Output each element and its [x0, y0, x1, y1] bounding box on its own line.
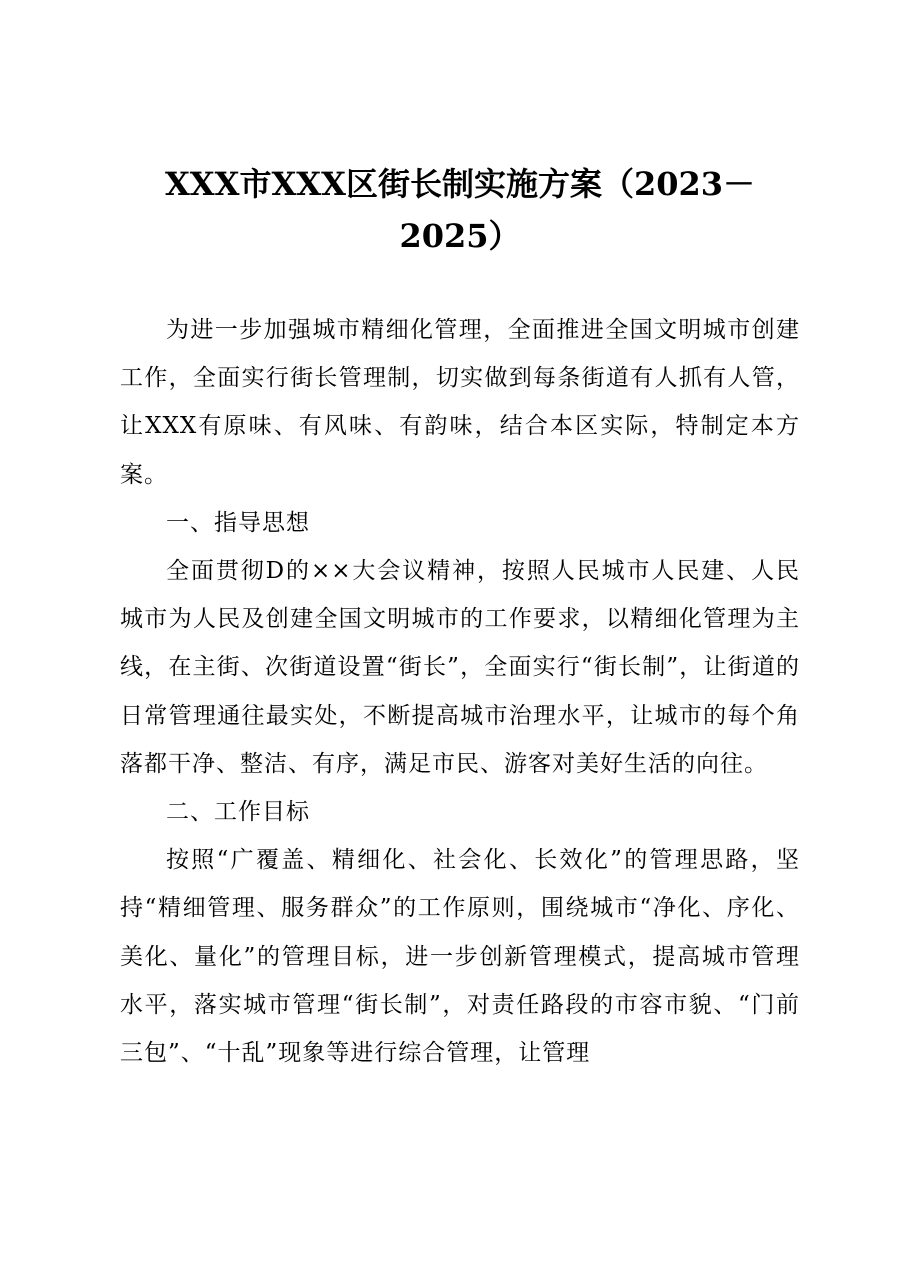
section-heading-work-goals: 二、工作目标 — [166, 799, 310, 826]
document-body — [120, 306, 800, 1077]
section-paragraph-guiding-ideology: 全面贯彻D的××大会议精神，按照人民城市人民建、人民城市为人民及创建全国文明城市的工作要求，以精细化管理为主线，在主街、次街道设置“街长”，全面实行“街长制”，让街道的日常管理通往最实处，不断提高城市治理水平，让城市的每个角落都干净、整洁、有序，满足市民、游客对美好生活的向往。 — [120, 558, 800, 777]
section-heading-guiding-ideology: 一、指导思想 — [166, 509, 310, 536]
document-title: XXX市XXX区街长制实施方案（2023－2025） — [164, 165, 756, 255]
intro-paragraph: 为进一步加强城市精细化管理，全面推进全国文明城市创建工作，全面实行街长管理制，切实做到每条街道有人抓有人管，让XXX有原味、有风味、有韵味，结合本区实际，特制定本方案。 — [120, 317, 800, 488]
section-paragraph-work-goals: 按照“广覆盖、精细化、社会化、长效化”的管理思路，坚持“精细管理、服务群众”的工作原则，围绕城市“净化、序化、美化、量化”的管理目标，进一步创新管理模式，提高城市管理水平，落实城市管理“街长制”，对责任路段的市容市貌、“门前三包”、“十乱”现象等进行综合管理，让管理 — [120, 847, 800, 1067]
